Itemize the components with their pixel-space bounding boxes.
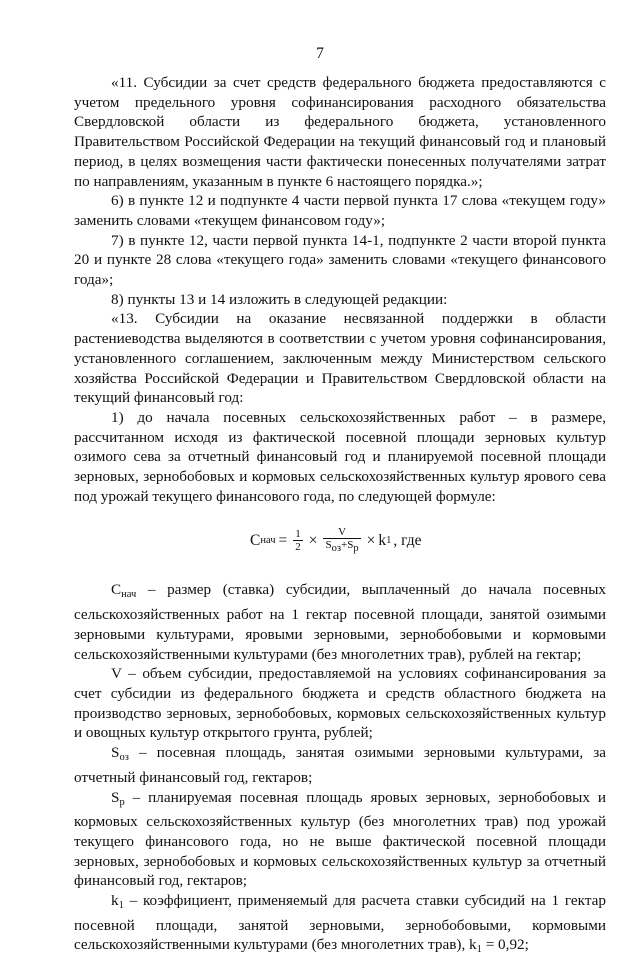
definition-s-r: [74, 788, 606, 892]
def-tail: = 0,92;: [481, 936, 529, 954]
formula-expression: [250, 526, 421, 555]
def-symbol: S: [111, 744, 120, 762]
document-body: [74, 73, 606, 960]
formula-times-1: ×: [308, 532, 318, 550]
definition-s-oz: [74, 743, 606, 787]
def-text: – посевная площадь, занятая озимыми зерновыми культурами, за отчетный финансовый год, гектаров;: [74, 744, 606, 786]
paragraph-item-11: «11. Субсидии за счет средств федерального бюджета предоставляются с учетом предельного уровня софинансирования расходного обязательства Свердловской области из федерального бюджета, установленного Правительством Российской Федерации на текущий финансовый год и плановый период, в целях возмещения части фактически понесенных получателями затрат по направлениям, указанным в пункте 6 настоящего порядка.»;: [74, 74, 606, 190]
paragraph-subitem-1: 1) до начала посевных сельскохозяйственных работ – в размере, рассчитанном исходя из фактической посевной площади зерновых культур озимого сева за отчетный финансовый год и планируемой посевной площади зерновых, зернобобовых и кормовых сельскохозяйственных культур ярового сева под урожай текущего финансового года, по следующей формуле:: [74, 408, 606, 505]
def-tail-sub: 1: [476, 944, 482, 956]
paragraph-item-7: 7) в пункте 12, части первой пункта 14-1, подпункте 2 части второй пункта 20 и пункте 28 слова «текущего года» заменить словами «текущего финансового года»;: [74, 231, 606, 289]
def-symbol-sub: 1: [118, 900, 124, 912]
def-text: – коэффициент, применяемый для расчета ставки субсидий на 1 гектар посевной площади, занятой зерновыми, зернобобовыми, кормовыми сельскохозяйственными культурами (без многолетних трав), k: [74, 892, 606, 954]
formula-main-fraction: [323, 526, 360, 555]
paragraph-item-6: 6) в пункте 12 и подпункте 4 части первой пункта 17 слова «текущем году» заменить словами «текущем финансовом году»;: [74, 192, 606, 229]
formula-half-num: 1: [295, 528, 301, 541]
def-symbol-sub: р: [119, 796, 125, 808]
formula-lhs-sub: нач: [260, 535, 276, 547]
den-s-r-sub: р: [353, 543, 359, 555]
paragraph-item-13: «13. Субсидии на оказание несвязанной поддержки в области растениеводства выделяются в соответствии с учетом уровня софинансирования, установленного соглашением, заключенным между Министерством сельского хозяйства Российской Федерации и Правительством Свердловской области на текущий финансовый год:: [74, 310, 606, 407]
formula-frac-den: [323, 539, 360, 555]
formula-times-2: ×: [366, 532, 376, 550]
den-s-r: S: [347, 539, 354, 552]
page-number: 7: [316, 45, 324, 62]
subsidy-formula: [74, 506, 606, 580]
formula-tail: , где: [393, 532, 422, 550]
formula-lhs: C: [250, 532, 261, 550]
def-text: – планируемая посевная площадь яровых зерновых, зернобобовых и кормовых сельскохозяйственных культур (без многолетних трав) под урожай текущего финансового года, но не выше фактической посевной площади зерновых, зернобобовых и кормовых сельскохозяйственных культур за отчетный финансовый год, гектаров;: [74, 788, 606, 890]
paragraph-item-8: 8) пункты 13 и 14 изложить в следующей редакции:: [111, 290, 448, 308]
def-symbol-sub: оз: [119, 752, 129, 764]
formula-half-den: 2: [295, 541, 301, 554]
def-text: – размер (ставка) субсидии, выплаченный до начала посевных сельскохозяйственных работ на 1 гектар посевной площади, занятой озимыми зерновыми культурами, яровыми зерновыми, зернобобовыми и кормовыми сельскохозяйственными культурами (без многолетних трав), рублей на гектар;: [74, 581, 606, 663]
formula-k: k: [378, 532, 387, 550]
def-symbol: C: [111, 581, 122, 599]
den-plus: +: [341, 539, 348, 552]
def-symbol: S: [111, 788, 120, 806]
def-symbol: V: [111, 665, 122, 683]
def-text: – объем субсидии, предоставляемой на условиях софинансирования за счет субсидии из федерального бюджета и средств областного бюджета на производство зерновых, зернобобовых, кормовых сельскохозяйственных культур и овощных культур открытого грунта, рублей;: [74, 665, 606, 742]
def-symbol: k: [111, 892, 119, 910]
formula-half: [293, 528, 303, 553]
den-s-oz-sub: оз: [331, 543, 342, 555]
def-symbol-sub: нач: [121, 589, 137, 601]
definition-v: [74, 664, 606, 743]
formula-frac-num: V: [338, 526, 347, 539]
formula-k-sub: 1: [386, 535, 392, 547]
den-s-oz: S: [325, 539, 332, 552]
definition-c-nach: [74, 580, 606, 664]
formula-equals: =: [278, 532, 288, 550]
definition-k1: [74, 891, 606, 960]
